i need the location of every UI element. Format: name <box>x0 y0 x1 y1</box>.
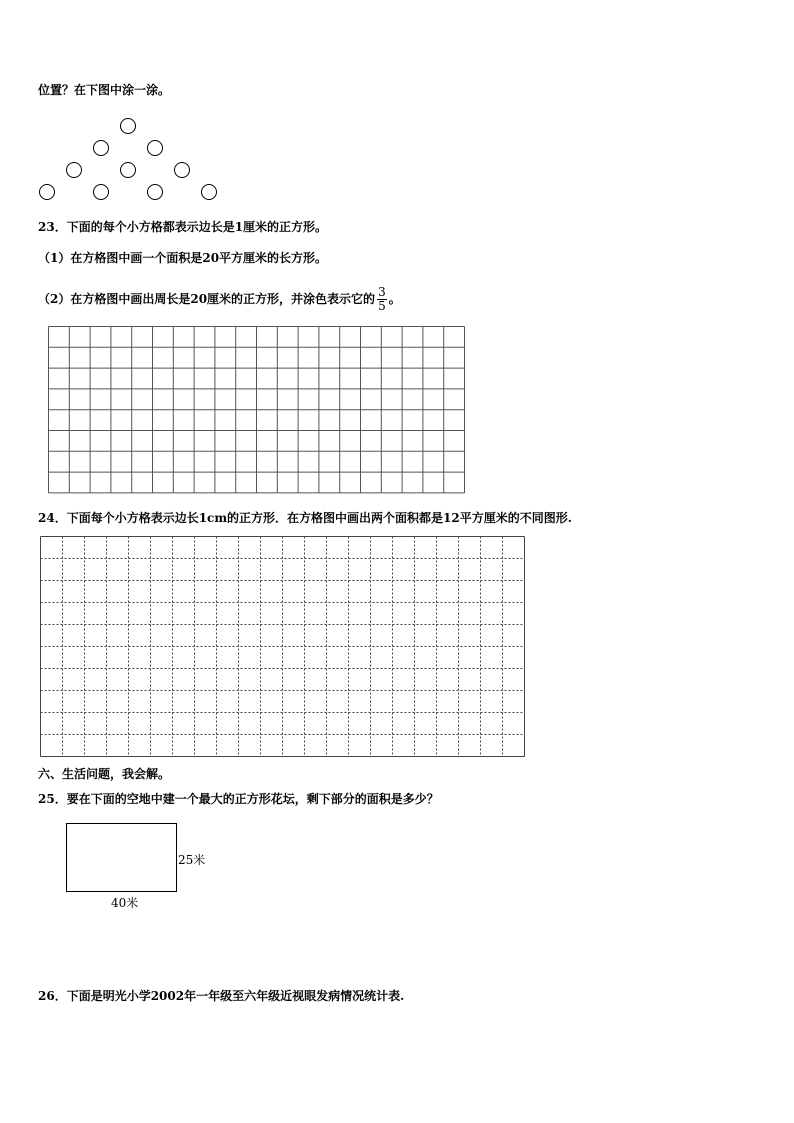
q25-title: 25．要在下面的空地中建一个最大的正方形花坛，剩下部分的面积是多少？ <box>38 792 439 806</box>
q23-part2-end: 。 <box>388 292 401 306</box>
square-grid-1cm <box>48 326 466 496</box>
dashed-square-grid <box>40 536 528 760</box>
circle <box>39 184 55 200</box>
q23-part2 <box>38 286 401 313</box>
circle <box>174 162 190 178</box>
circle <box>66 162 82 178</box>
circle <box>93 140 109 156</box>
circle <box>147 140 163 156</box>
circle <box>93 184 109 200</box>
fraction-numerator: 3 <box>378 285 386 299</box>
section6-title: 六、生活问题，我会解。 <box>38 767 171 781</box>
circle <box>201 184 217 200</box>
circle <box>120 118 136 134</box>
q26-title: 26．下面是明光小学2002年一年级至六年级近视眼发病情况统计表. <box>38 989 405 1003</box>
height-label: 25米 <box>178 853 206 867</box>
circle-triangle-figure <box>30 110 230 205</box>
circle <box>147 184 163 200</box>
fraction-denominator: 5 <box>378 299 386 313</box>
q24-title: 24．下面每个小方格表示边长1cm的正方形．在方格图中画出两个面积都是12平方厘米的不同图形. <box>38 511 572 525</box>
q23-title: 23．下面的每个小方格都表示边长是1厘米的正方形。 <box>38 220 328 234</box>
empty-lot-rectangle <box>66 823 177 892</box>
q23-part2-text: （2）在方格图中画出周长是20厘米的正方形，并涂色表示它的 <box>38 292 376 306</box>
q22-instruction: 位置？在下图中涂一涂。 <box>38 83 171 97</box>
q23-part1: （1）在方格图中画一个面积是20平方厘米的长方形。 <box>38 251 328 265</box>
fraction <box>377 286 387 313</box>
width-label: 40米 <box>111 896 139 910</box>
circle <box>120 162 136 178</box>
